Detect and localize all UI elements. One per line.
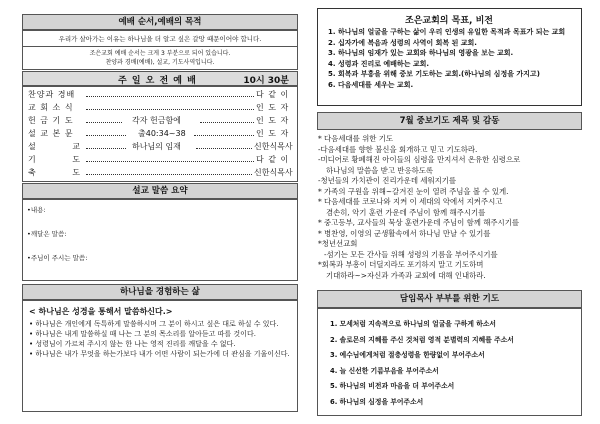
purpose-line-2: 조은교회 예배 순서는 크게 3 부분으로 되어 있습니다. [89,50,231,57]
order-leader: 다 같 이 [256,155,290,164]
sermon-content-field[interactable]: •내용: [27,206,46,214]
prayer-item: -미디어로 황폐해진 아이들의 심령을 만지셔서 온유한 심령으로 [318,155,521,164]
order-item: 찬양과 경배 [28,90,76,99]
purpose-box [22,30,298,70]
goal-item: 4. 성령과 진리로 예배하는 교회. [328,59,430,68]
order-row [24,167,294,180]
experience-item: • 하나님은 개인에게 독특하게 말씀하시며 그 분이 하시고 싶은 대로 하실 수 있다. [29,320,279,328]
order-row [24,154,294,167]
sermon-summary-box [22,199,298,281]
order-item: 헌 금 기 도 [28,116,74,125]
experience-item: • 하나님은 내가 무엇을 하는가보다 내가 어떤 사람이 되는가에 더 관심을 기울이신다. [29,350,290,358]
prayer-item: 기대하라~>자신과 가족과 교회에 대해 인내하라. [326,270,486,280]
order-leader: 신한식목사 [254,168,293,177]
pastor-prayer-item: 4. 늘 신선한 기름부음을 부어주소서 [330,366,439,375]
order-row [24,128,294,141]
prayer-item: *청년선교회 [318,239,358,248]
pastor-prayer-item: 2. 솔로몬의 지혜를 주신 것처럼 영적 분별력의 지혜를 주소서 [330,335,514,344]
prayer-item: *회복과 부흥이 더딜지라도 포기하지 말고 기도하며 [318,260,484,269]
order-leader: 인 도 자 [256,116,290,125]
sermon-summary-header: 설교 말씀 요약 [22,183,298,199]
pastor-prayer-item: 5. 하나님의 비전과 마음을 더 부어주소서 [330,382,455,391]
order-row [24,89,294,102]
purpose-line-1: 우리가 살아가는 이유는 하나님을 더 알고 싶은 갈망 때문이어야 합니다. [23,34,297,47]
order-detail: 각자 헌금함에 [132,116,181,125]
order-row [24,141,294,154]
purpose-line-3: 찬양과 경배(예배), 설교, 기도사역입니다. [105,59,215,66]
experience-box [22,300,298,412]
prayer-item: * 중고등부, 교사들의 묵상 훈련가운데 주님이 함께 해주시기를 [318,218,519,227]
order-item: 축 도 [28,168,97,177]
worship-time: 10시 30분 [243,76,289,86]
order-item: 교 회 소 식 [28,103,74,112]
experience-item: • 하나님은 내게 말씀하실 때 나는 그 분의 목소리를 알아듣고 따를 것이다. [29,330,256,338]
worship-header [22,71,298,86]
sermon-lord-field[interactable]: •주님이 주시는 말씀: [27,254,88,262]
experience-item: • 성령님이 가르쳐 주시지 않는 한 나는 영적 진리를 깨달을 수 없다. [29,340,236,348]
goal-item: 5. 회복과 부흥을 위해 중보 기도하는 교회.(하나님의 심정을 가지고) [328,70,540,78]
prayer-item: -섬기는 모든 간사들 위해 성령의 기름을 부어주시기를 [324,249,498,259]
experience-header: 하나님을 경험하는 삶 [22,284,298,300]
experience-list [29,319,293,359]
goal-item: 3. 하나님의 임재가 있는 교회와 하나님의 영광을 보는 교회. [328,49,514,57]
sermon-realize-field[interactable]: •깨달은 말씀: [27,230,67,238]
prayer-item: 하나님의 말씀을 받고 반응하도록 [326,165,434,175]
pastor-prayer-item: 3. 예수님에게처럼 절충성령을 한량없이 부어주소서 [330,351,485,360]
prayer-item: * 가족의 구원을 위해~갈겨진 눈이 열려 주님을 볼 수 있게. [318,186,509,196]
order-item: 설 교 [28,142,97,151]
order-detail: 출40:34~38 [138,129,186,138]
prayer-item: -청년들의 가치관이 진리가운데 세워지기를 [318,176,457,185]
goal-item: 6. 다음세대를 세우는 교회. [328,80,414,89]
order-item: 기 도 [28,155,97,164]
goals-list [328,27,574,90]
order-detail: 하나님의 임재 [132,142,181,151]
order-leader: 신한식목사 [254,142,293,151]
pastor-prayer-list [330,317,576,411]
prayer-item: 겸손히, 악기 훈련 가운데 주님이 함께 해주시기를 [326,207,486,217]
prayer-item: * 병찬영, 이영의 군생활속에서 하나님 만날 수 있기를 [318,228,491,238]
goal-item: 2. 십자가에 복음과 성령의 사역이 회복 된 교회. [328,38,477,47]
prayer-header: 7월 중보기도 제목 및 감동 [317,112,582,130]
order-leader: 인 도 자 [256,129,290,138]
order-row [24,115,294,128]
order-item: 설 교 본 문 [28,129,74,138]
pastor-prayer-box [317,308,582,416]
goals-box [317,8,582,106]
prayer-item: * 다음세대를 위한 기도 [318,134,393,143]
purpose-header: 예배 순서,예배의 목적 [22,14,298,30]
order-row [24,102,294,115]
goal-item: 1. 하나님의 얼굴을 구하는 삶이 우리 인생의 유일한 목적과 목표가 되는 교회 [328,28,566,36]
pastor-prayer-item: 6. 하나님의 심정을 부어주소서 [330,397,424,406]
prayer-list [318,134,582,281]
prayer-item: * 다음세대를 코로나와 지켜 이 세대의 악에서 지켜주시고 [318,197,503,206]
order-leader: 인 도 자 [256,103,290,112]
order-leader: 다 같 이 [256,90,290,99]
worship-title: 주 일 오 전 예 배 [118,76,197,86]
prayer-item: -다음세대를 향한 불신을 회개하고 믿고 기도하라. [318,144,478,154]
goals-title: 조은교회의 목표, 비전 [405,16,493,26]
pastor-prayer-header: 담임목사 부부를 위한 기도 [317,290,582,308]
pastor-prayer-item: 1. 모세처럼 지속적으로 하나님의 얼굴을 구하게 하소서 [330,320,496,328]
experience-title: < 하나님은 성경을 통해서 말씀하신다.> [29,307,173,316]
